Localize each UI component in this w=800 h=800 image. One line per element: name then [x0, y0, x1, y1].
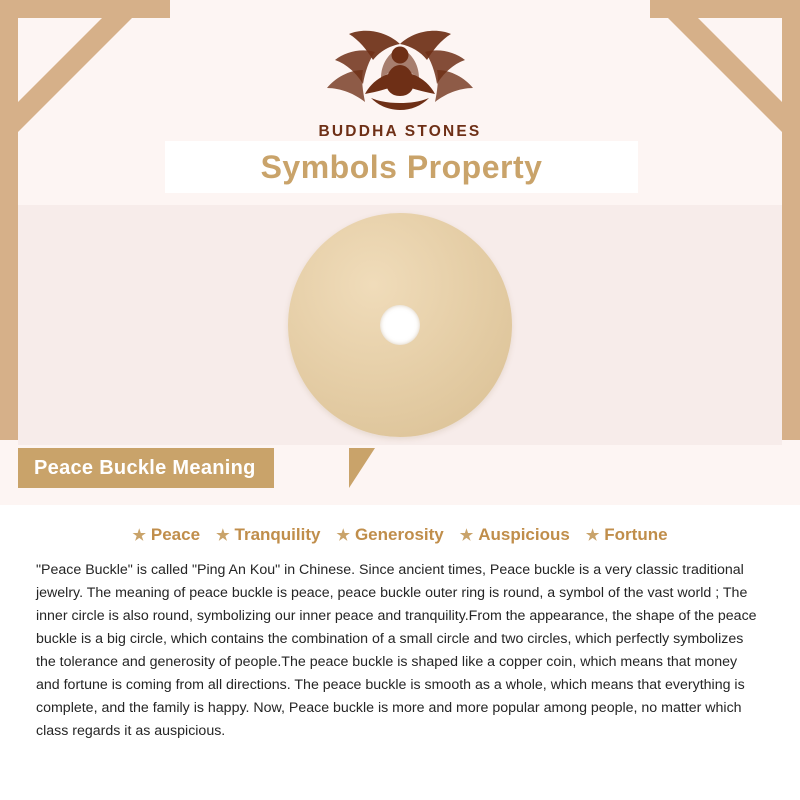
star-icon: ★: [132, 526, 146, 544]
star-icon: ★: [216, 526, 230, 544]
page-title-text: Symbols Property: [260, 148, 543, 185]
peace-buckle-disc-icon: [288, 213, 512, 437]
peace-buckle-center-hole: [380, 305, 420, 345]
keyword-label: Peace: [150, 525, 201, 544]
keyword-item: [132, 525, 200, 545]
brand-name: BUDDHA STONES: [318, 123, 482, 140]
star-icon: ★: [459, 526, 474, 544]
keyword-label: Generosity: [354, 525, 444, 544]
page-title: [165, 141, 638, 193]
keyword-label: Auspicious: [478, 525, 570, 544]
keyword-item: [336, 525, 443, 545]
keyword-item: [586, 525, 668, 545]
star-icon: ★: [336, 526, 350, 544]
brand-header: [0, 22, 800, 141]
keyword-label: Tranquility: [234, 525, 321, 544]
section-ribbon: [18, 448, 274, 488]
keyword-item: [460, 525, 570, 545]
section-ribbon-tail: [349, 448, 375, 488]
product-image-area: [18, 205, 782, 445]
section-ribbon-label: Peace Buckle Meaning: [34, 456, 256, 479]
band-top-left: [0, 0, 170, 18]
description-paragraph: "Peace Buckle" is called "Ping An Kou" in Chinese. Since ancient times, Peace buckle is a very classic traditional jewelry. The meaning of peace buckle is peace, peace buckle outer ring is round, a symbol of the vast world ; The inner circle is also round, symbolizing our inner peace and tranquility.From the appearance, the shape of the peace buckle is a big circle, which contains the combination of a small circle and two circles, which perfectly symbolizes the tolerance and generosity of people.The peace buckle is shaped like a copper coin, which means that money and fortune is coming from all directions. The peace buckle is smooth as a whole, which means that everything is complete, and the family is happy. Now, Peace buckle is more and more popular among people, no matter which class regards it as auspicious.: [36, 562, 757, 739]
lotus-meditation-icon: [315, 22, 485, 117]
description-panel: [0, 505, 800, 800]
keyword-label: Fortune: [604, 525, 668, 544]
star-icon: ★: [585, 526, 600, 544]
keyword-item: [216, 525, 320, 545]
keyword-list: [0, 505, 800, 545]
band-top-right: [650, 0, 800, 18]
